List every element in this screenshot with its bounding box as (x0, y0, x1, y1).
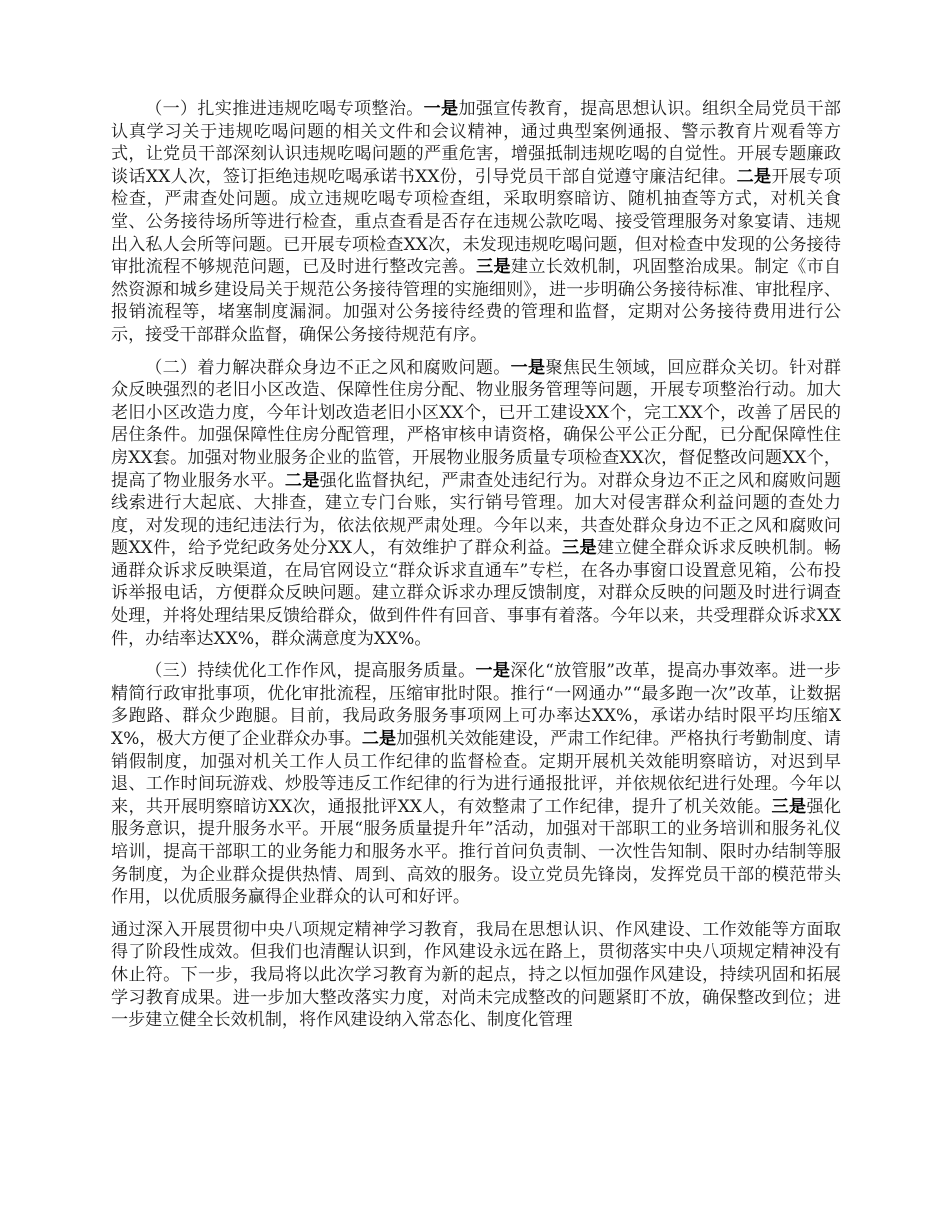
run-text: 建立健全群众诉求反映机制。畅通群众诉求反映渠道，在局官网设立“群众诉求直通车”专栏，在各办事窗口设置意见箱，公布投诉举报电话，方便群众反映问题。建立群众诉求办理反馈制度，对群众反映的问题及时进行调查处理，并将处理结果反馈给群众，做到件件有回音、事事有着落。今年以来，共受理群众诉求XX件，办结率达XX%，群众满意度为XX%。 (111, 538, 841, 649)
run-text: 开展专项检查，严肃查处问题。成立违规吃喝专项检查组，采取明察暗访、随机抽查等方式，对机关食堂、公务接待场所等进行检查，重点查看是否存在违规公款吃喝、接受管理服务对象宴请、违规出入私人会所等问题。已开展专项检查XX次，未发现违规吃喝问题，但对检查中发现的公务接待审批流程不够规范问题，已及时进行整改完善。 (111, 166, 841, 278)
paragraph-closing (111, 919, 841, 1032)
run-emphasis: 一是 (475, 661, 511, 682)
run-text: 通过深入开展贯彻中央八项规定精神学习教育，我局在思想认识、作风建设、工作效能等方面取得了阶段性成效。但我们也清醒认识到，作风建设永远在路上，贯彻落实中央八项规定精神没有休止符。下一步，我局将以此次学习教育为新的起点，持之以恒加强作风建设，持续巩固和拓展学习教育成果。进一步加大整改落实力度，对尚未完成整改的问题紧盯不放，确保整改到位；进一步建立健全长效机制，将作风建设纳入常态化、制度化管理 (111, 919, 841, 1031)
paragraph-section-2 (111, 357, 841, 651)
run-text: （一）扎实推进违规吃喝专项整治。 (145, 99, 424, 119)
run-text: 聚焦民生领域，回应群众关切。针对群众反映强烈的老旧小区改造、保障性住房分配、物业服务管理等问题，开展专项整治行动。加大老旧小区改造力度，今年计划改造老旧小区XX个，已开工建设XX个，完工XX个，改善了居民的居住条件。加强保障性住房分配管理，严格审核申请资格，确保公平公正分配，已分配保障性住房XX套。加强对物业服务企业的监管，开展物业服务质量专项检查XX次，督促整改问题XX个，提高了物业服务水平。 (111, 357, 841, 491)
run-text: 加强宣传教育，提高思想认识。组织全局党员干部认真学习关于违规吃喝问题的相关文件和会议精神，通过典型案例通报、警示教育片观看等方式，让党员干部深刻认识违规吃喝问题的严重危害，增强抵制违规吃喝的自觉性。开展专题廉政谈话XX人次，签订拒绝违规吃喝承诺书XX份，引导党员干部自觉遵守廉洁纪律。 (111, 99, 841, 187)
paragraph-section-3 (111, 660, 841, 909)
run-emphasis: 二是 (361, 729, 397, 750)
run-text: 建立长效机制，巩固整治成果。制定《市自然资源和城乡建设局关于规范公务接待管理的实施细则》，进一步明确公务接待标准、审批程序、报销流程等，堵塞制度漏洞。加强对公务接待经费的管理和监督，定期对公务接待费用进行公示，接受干部群众监督，确保公务接待规范有序。 (111, 257, 841, 345)
run-text: 强化服务意识，提升服务水平。开展“服务质量提升年”活动，加强对干部职工的业务培训和服务礼仪培训，提高干部职工的业务能力和服务水平。推行首问负责制、一次性告知制、限时办结制等服务制度，为企业群众提供热情、周到、高效的服务。设立党员先锋岗，发挥党员干部的模范带头作用，以优质服务赢得企业群众的认可和好评。 (111, 796, 841, 908)
run-emphasis: 二是 (284, 470, 320, 491)
run-emphasis: 一是 (423, 99, 459, 119)
run-text: （三）持续优化工作作风，提高服务质量。 (145, 661, 476, 682)
run-emphasis: 二是 (736, 166, 772, 187)
run-emphasis: 三是 (771, 796, 807, 817)
run-text: 强化监督执纪，严肃查处违纪行为。对群众身边不正之风和腐败问题线索进行大起底、大排查，建立专门台账，实行销号管理。加大对侵害群众利益问题的查处力度，对发现的违纪违法行为，依法依规严肃处理。今年以来，共查处群众身边不正之风和腐败问题XX件，给予党纪政务处分XX人，有效维护了群众利益。 (111, 470, 841, 559)
paragraph-section-1 (111, 98, 841, 347)
run-emphasis: 一是 (510, 357, 546, 378)
run-emphasis: 三是 (562, 538, 597, 559)
run-text: 加强机关效能建设，严肃工作纪律。严格执行考勤制度、请销假制度，加强对机关工作人员工作纪律的监督检查。定期开展机关效能明察暗访，对迟到早退、工作时间玩游戏、炒股等违反工作纪律的行为进行通报批评，并依规依纪进行处理。今年以来，共开展明察暗访XX次，通报批评XX人，有效整肃了工作纪律，提升了机关效能。 (111, 729, 841, 817)
run-text: （二）着力解决群众身边不正之风和腐败问题。 (145, 357, 511, 378)
run-emphasis: 三是 (476, 257, 511, 278)
document-text-body (111, 98, 841, 1088)
run-text: 深化“放管服”改革，提高办事效率。进一步精简行政审批事项，优化审批流程，压缩审批时限。推行“一网通办”“最多跑一次”改革，让数据多跑路、群众少跑腿。目前，我局政务服务事项网上可办率达XX%，承诺办结时限平均压缩XX%，极大方便了企业群众办事。 (111, 661, 841, 750)
